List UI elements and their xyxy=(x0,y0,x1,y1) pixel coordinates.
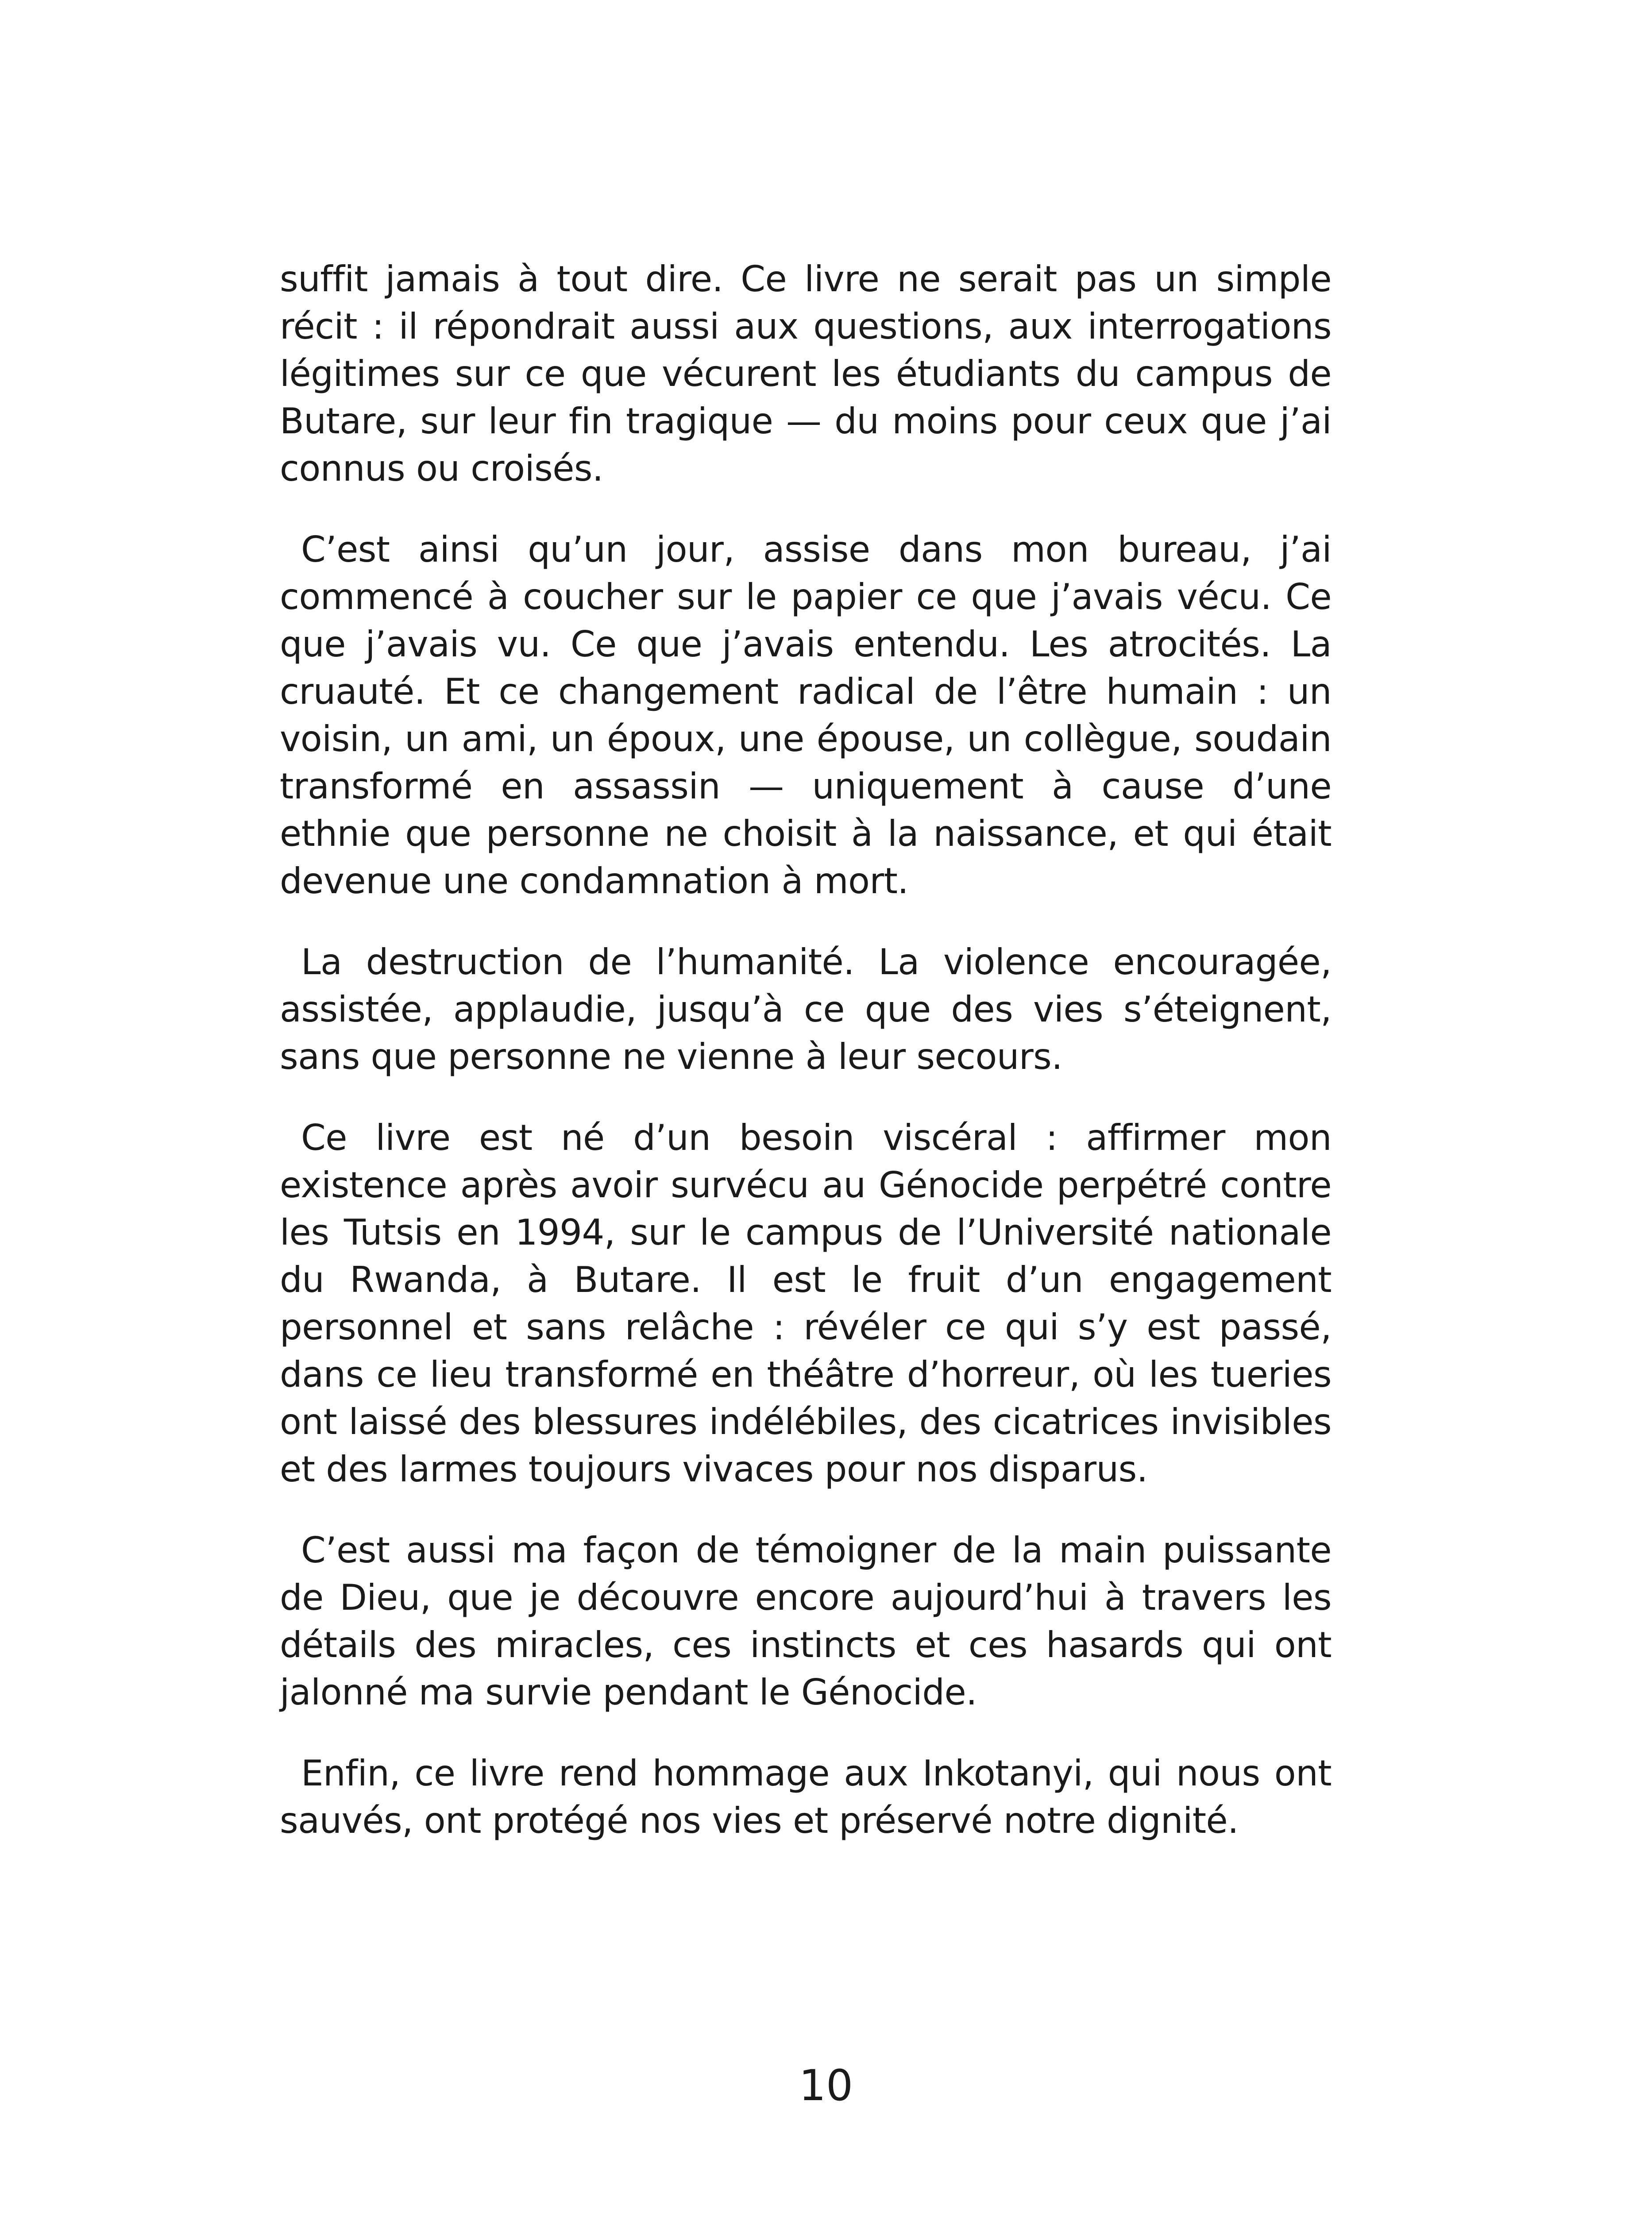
paragraph-4: Ce livre est né d’un besoin viscéral : affirmer mon existence après avoir survécu au Génocide perpétré contre les Tutsis en 1994, sur le campus de l’Université nationale du Rwanda, à Butare. Il est le fruit d’un engagement personnel et sans relâche : révéler ce qui s’y est passé, dans ce lieu transformé en théâtre d’horreur, où les tueries ont laissé des blessures indélébiles, des cicatrices invisibles et des larmes toujours vivaces pour nos disparus. xyxy=(280,1117,1332,1490)
paragraph-2: C’est ainsi qu’un jour, assise dans mon bureau, j’ai commencé à coucher sur le papier ce que j’avais vécu. Ce que j’avais vu. Ce que j’avais entendu. Les atrocités. La cruauté. Et ce changement radical de l’être humain : un voisin, un ami, un époux, une épouse, un collègue, soudain transformé en assassin — uniquement à cause d’une ethnie que personne ne choisit à la naissance, et qui était devenue une condamnation à mort. xyxy=(280,529,1332,902)
paragraph-6: Enfin, ce livre rend hommage aux Inkotanyi, qui nous ont sauvés, ont protégé nos vies et préservé notre dignité. xyxy=(280,1753,1332,1841)
paragraph-3: La destruction de l’humanité. La violence encouragée, assistée, applaudie, jusqu’à ce que des vies s’éteignent, sans que personne ne vienne à leur secours. xyxy=(280,941,1332,1077)
paragraph-1: suffit jamais à tout dire. Ce livre ne serait pas un simple récit : il répondrait aussi aux questions, aux interrogations légitimes sur ce que vécurent les étudiants du campus de Butare, sur leur fin tragique — du moins pour ceux que j’ai connus ou croisés. xyxy=(280,258,1332,489)
body-text xyxy=(280,255,1332,1878)
paragraph-5: C’est aussi ma façon de témoigner de la main puissante de Dieu, que je découvre encore aujourd’hui à travers les détails des miracles, ces instincts et ces hasards qui ont jalonné ma survie pendant le Génocide. xyxy=(280,1530,1332,1713)
page-number: 10 xyxy=(799,2061,853,2110)
